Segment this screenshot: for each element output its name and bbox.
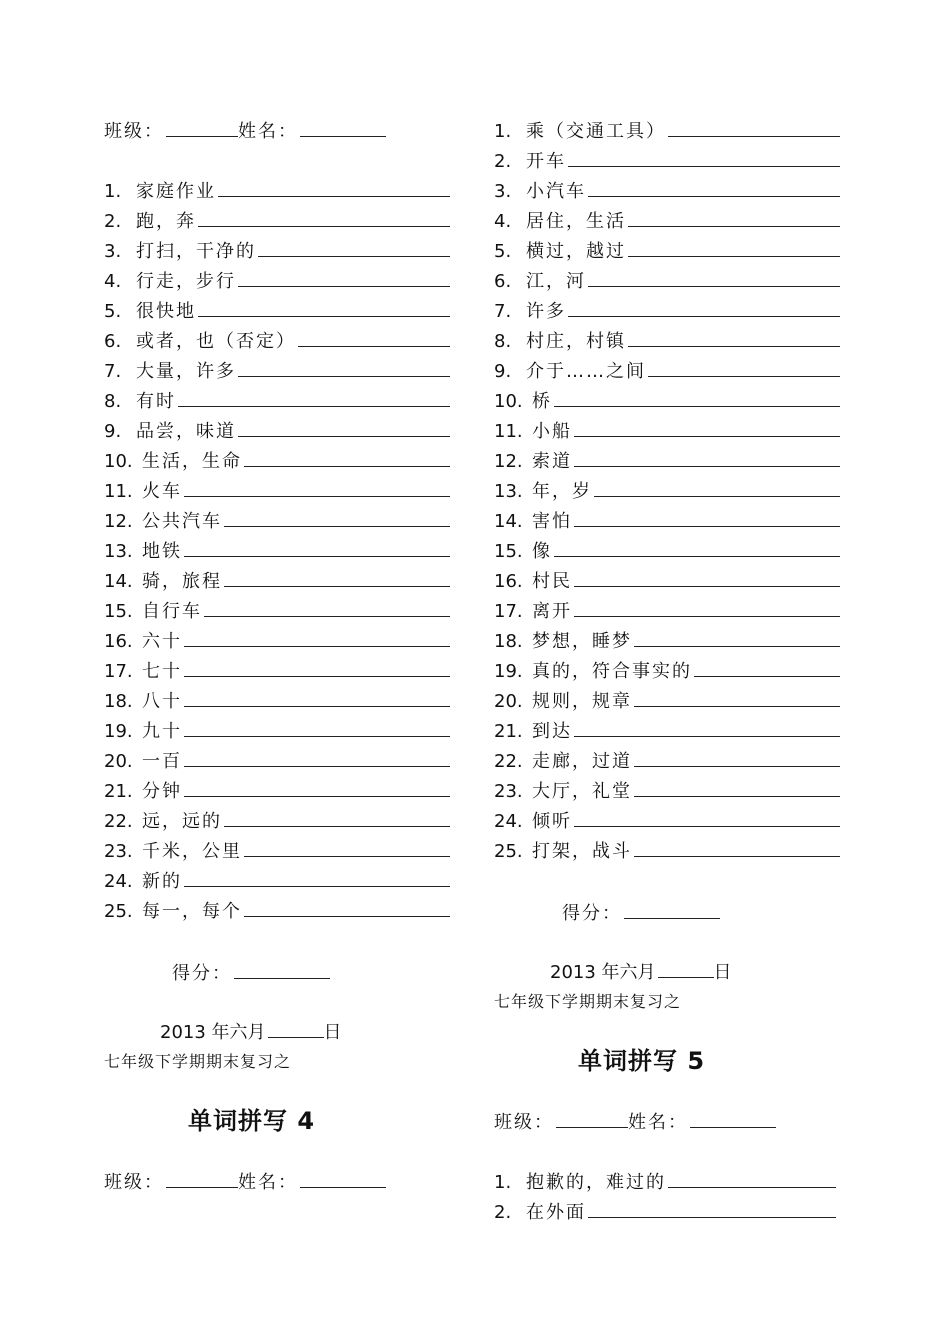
- answer-blank[interactable]: [588, 270, 840, 287]
- list-item: [104, 660, 450, 683]
- list-item: [494, 300, 840, 323]
- item-number: 24.: [104, 871, 133, 892]
- item-text: 索道: [532, 451, 572, 472]
- answer-blank[interactable]: [574, 600, 840, 617]
- class-blank[interactable]: [166, 120, 238, 137]
- item-text: 大量，许多: [136, 361, 236, 382]
- item-number: 14.: [104, 571, 133, 592]
- answer-blank[interactable]: [634, 840, 840, 857]
- item-number: 16.: [104, 631, 133, 652]
- item-number: 24.: [494, 811, 523, 832]
- item-number: 15.: [494, 541, 523, 562]
- date-day-label: 日: [713, 962, 732, 983]
- list-item: [494, 840, 840, 863]
- item-number: 20.: [104, 751, 133, 772]
- answer-blank[interactable]: [184, 750, 450, 767]
- item-text: 介于……之间: [526, 361, 646, 382]
- item-number: 18.: [494, 631, 523, 652]
- worksheet-title: 单词拼写 5: [578, 1047, 706, 1075]
- list-item: [494, 630, 840, 653]
- answer-blank[interactable]: [184, 780, 450, 797]
- list-item: [494, 540, 840, 563]
- answer-blank[interactable]: [184, 540, 450, 557]
- item-text: 地铁: [142, 541, 182, 562]
- answer-blank[interactable]: [224, 510, 450, 527]
- class-label: 班级：: [494, 1112, 554, 1133]
- item-text: 火车: [142, 481, 182, 502]
- list-item: [104, 630, 450, 653]
- item-text: 小汽车: [526, 181, 586, 202]
- item-number: 10.: [494, 391, 523, 412]
- item-number: 8.: [104, 391, 122, 412]
- date-year-month: 2013 年六月: [550, 962, 656, 983]
- item-text: 小船: [532, 421, 572, 442]
- item-number: 4.: [104, 271, 122, 292]
- review-label: 七年级下学期期末复习之: [104, 1052, 292, 1071]
- worksheet-title: 单词拼写 4: [188, 1107, 316, 1135]
- answer-blank[interactable]: [574, 810, 840, 827]
- list-item: [104, 780, 450, 803]
- item-text: 新的: [142, 871, 182, 892]
- score-blank[interactable]: [234, 962, 330, 979]
- answer-blank[interactable]: [554, 390, 840, 407]
- item-text: 梦想，睡梦: [532, 631, 632, 652]
- item-text: 品尝，味道: [136, 421, 236, 442]
- score-blank[interactable]: [624, 902, 720, 919]
- list-item: [494, 210, 840, 233]
- answer-blank[interactable]: [574, 450, 840, 467]
- list-item: [104, 480, 450, 503]
- list-item: [104, 300, 450, 323]
- item-number: 6.: [104, 331, 122, 352]
- answer-blank[interactable]: [568, 300, 840, 317]
- date-day-blank[interactable]: [658, 961, 714, 978]
- answer-blank[interactable]: [184, 660, 450, 677]
- item-text: 生活，生命: [142, 451, 242, 472]
- answer-blank[interactable]: [244, 450, 450, 467]
- item-number: 11.: [104, 481, 133, 502]
- answer-blank[interactable]: [184, 870, 450, 887]
- item-number: 12.: [494, 451, 523, 472]
- list-item: [104, 180, 450, 203]
- list-item: [494, 660, 840, 683]
- list-item: [494, 330, 840, 353]
- class-blank[interactable]: [166, 1171, 238, 1188]
- list-item: [494, 1171, 836, 1194]
- answer-blank[interactable]: [184, 630, 450, 647]
- item-text: 规则，规章: [532, 691, 632, 712]
- name-label: 姓名：: [238, 1172, 298, 1193]
- answer-blank[interactable]: [648, 360, 840, 377]
- item-text: 离开: [532, 601, 572, 622]
- name-blank[interactable]: [300, 1171, 386, 1188]
- answer-blank[interactable]: [574, 720, 840, 737]
- list-item: [104, 330, 450, 353]
- item-number: 1.: [104, 181, 122, 202]
- list-item: [104, 210, 450, 233]
- answer-blank[interactable]: [198, 300, 450, 317]
- list-item: [494, 510, 840, 533]
- item-number: 20.: [494, 691, 523, 712]
- item-text: 自行车: [142, 601, 202, 622]
- score-line: [172, 962, 330, 985]
- item-number: 13.: [494, 481, 523, 502]
- list-item: [104, 750, 450, 773]
- list-item: [104, 360, 450, 383]
- item-number: 19.: [494, 661, 523, 682]
- item-number: 10.: [104, 451, 133, 472]
- item-number: 5.: [104, 301, 122, 322]
- item-number: 4.: [494, 211, 512, 232]
- date-day-blank[interactable]: [268, 1021, 324, 1038]
- answer-blank[interactable]: [634, 780, 840, 797]
- item-text: 像: [532, 541, 552, 562]
- answer-blank[interactable]: [244, 900, 450, 917]
- list-item: [494, 180, 840, 203]
- item-text: 横过，越过: [526, 241, 626, 262]
- item-text: 居住，生活: [526, 211, 626, 232]
- score-label: 得分：: [562, 903, 622, 924]
- answer-blank[interactable]: [588, 180, 840, 197]
- name-blank[interactable]: [690, 1111, 776, 1128]
- item-number: 22.: [104, 811, 133, 832]
- list-item: [494, 450, 840, 473]
- answer-blank[interactable]: [694, 660, 840, 677]
- list-item: [104, 720, 450, 743]
- list-item: [104, 510, 450, 533]
- answer-blank[interactable]: [568, 150, 840, 167]
- item-text: 或者，也（否定）: [136, 331, 296, 352]
- item-number: 2.: [104, 211, 122, 232]
- list-item: [104, 270, 450, 293]
- item-text: 跑，奔: [136, 211, 196, 232]
- class-label: 班级：: [104, 1172, 164, 1193]
- list-item: [494, 1201, 836, 1224]
- item-text: 七十: [142, 661, 182, 682]
- item-text: 六十: [142, 631, 182, 652]
- class-name-header: [104, 120, 386, 143]
- list-item: [494, 690, 840, 713]
- list-item: [104, 900, 450, 923]
- item-text: 每一，每个: [142, 901, 242, 922]
- item-number: 25.: [104, 901, 133, 922]
- item-text: 一百: [142, 751, 182, 772]
- list-item: [494, 600, 840, 623]
- answer-blank[interactable]: [634, 630, 840, 647]
- list-item: [104, 540, 450, 563]
- item-number: 9.: [494, 361, 512, 382]
- answer-blank[interactable]: [184, 690, 450, 707]
- answer-blank[interactable]: [298, 330, 450, 347]
- item-number: 11.: [494, 421, 523, 442]
- answer-blank[interactable]: [634, 690, 840, 707]
- item-text: 有时: [136, 391, 176, 412]
- item-text: 到达: [532, 721, 572, 742]
- list-item: [104, 690, 450, 713]
- list-item: [494, 360, 840, 383]
- class-label: 班级：: [104, 121, 164, 142]
- answer-blank[interactable]: [668, 1171, 836, 1188]
- answer-blank[interactable]: [184, 480, 450, 497]
- answer-blank[interactable]: [668, 120, 840, 137]
- item-number: 25.: [494, 841, 523, 862]
- item-text: 村民: [532, 571, 572, 592]
- item-number: 17.: [494, 601, 523, 622]
- item-number: 7.: [494, 301, 512, 322]
- name-label: 姓名：: [238, 121, 298, 142]
- item-text: 九十: [142, 721, 182, 742]
- date-year-month: 2013 年六月: [160, 1022, 266, 1043]
- item-text: 远，远的: [142, 811, 222, 832]
- name-label: 姓名：: [628, 1112, 688, 1133]
- item-text: 抱歉的，难过的: [526, 1172, 666, 1193]
- item-number: 15.: [104, 601, 133, 622]
- item-text: 在外面: [526, 1202, 586, 1223]
- answer-blank[interactable]: [218, 180, 450, 197]
- item-text: 千米，公里: [142, 841, 242, 862]
- list-item: [104, 810, 450, 833]
- item-number: 13.: [104, 541, 133, 562]
- list-item: [494, 780, 840, 803]
- class-name-header: [494, 1111, 776, 1134]
- list-item: [494, 120, 840, 143]
- item-text: 家庭作业: [136, 181, 216, 202]
- item-text: 江，河: [526, 271, 586, 292]
- item-number: 2.: [494, 1202, 512, 1223]
- item-number: 18.: [104, 691, 133, 712]
- list-item: [494, 480, 840, 503]
- item-text: 开车: [526, 151, 566, 172]
- list-item: [494, 420, 840, 443]
- item-text: 害怕: [532, 511, 572, 532]
- item-number: 5.: [494, 241, 512, 262]
- score-label: 得分：: [172, 963, 232, 984]
- answer-blank[interactable]: [594, 480, 840, 497]
- item-number: 23.: [494, 781, 523, 802]
- list-item: [494, 720, 840, 743]
- list-item: [104, 840, 450, 863]
- answer-blank[interactable]: [628, 210, 840, 227]
- list-item: [104, 240, 450, 263]
- date-line: [550, 961, 732, 984]
- answer-blank[interactable]: [244, 840, 450, 857]
- answer-blank[interactable]: [224, 810, 450, 827]
- list-item: [104, 570, 450, 593]
- name-blank[interactable]: [300, 120, 386, 137]
- item-number: 9.: [104, 421, 122, 442]
- answer-blank[interactable]: [574, 420, 840, 437]
- item-number: 1.: [494, 121, 512, 142]
- date-line: [160, 1021, 342, 1044]
- answer-blank[interactable]: [178, 390, 450, 407]
- class-blank[interactable]: [556, 1111, 628, 1128]
- item-text: 真的，符合事实的: [532, 661, 692, 682]
- item-number: 17.: [104, 661, 133, 682]
- item-text: 分钟: [142, 781, 182, 802]
- answer-blank[interactable]: [634, 750, 840, 767]
- item-number: 8.: [494, 331, 512, 352]
- answer-blank[interactable]: [574, 510, 840, 527]
- item-text: 八十: [142, 691, 182, 712]
- list-item: [104, 390, 450, 413]
- item-text: 年，岁: [532, 481, 592, 502]
- date-day-label: 日: [323, 1022, 342, 1043]
- item-text: 很快地: [136, 301, 196, 322]
- list-item: [494, 570, 840, 593]
- item-text: 走廊，过道: [532, 751, 632, 772]
- item-text: 行走，步行: [136, 271, 236, 292]
- answer-blank[interactable]: [574, 570, 840, 587]
- item-number: 6.: [494, 271, 512, 292]
- item-text: 村庄，村镇: [526, 331, 626, 352]
- item-number: 3.: [494, 181, 512, 202]
- item-text: 打扫，干净的: [136, 241, 256, 262]
- item-number: 19.: [104, 721, 133, 742]
- list-item: [104, 600, 450, 623]
- item-text: 打架，战斗: [532, 841, 632, 862]
- item-number: 21.: [104, 781, 133, 802]
- list-item: [494, 750, 840, 773]
- item-number: 21.: [494, 721, 523, 742]
- review-label: 七年级下学期期末复习之: [494, 992, 682, 1011]
- list-item: [104, 450, 450, 473]
- list-item: [494, 240, 840, 263]
- item-text: 乘（交通工具）: [526, 121, 666, 142]
- list-item: [104, 420, 450, 443]
- answer-blank[interactable]: [628, 240, 840, 257]
- answer-blank[interactable]: [588, 1201, 836, 1218]
- answer-blank[interactable]: [554, 540, 840, 557]
- answer-blank[interactable]: [238, 360, 450, 377]
- list-item: [494, 810, 840, 833]
- item-number: 2.: [494, 151, 512, 172]
- item-text: 公共汽车: [142, 511, 222, 532]
- item-text: 倾听: [532, 811, 572, 832]
- list-item: [494, 150, 840, 173]
- item-number: 14.: [494, 511, 523, 532]
- answer-blank[interactable]: [204, 600, 450, 617]
- answer-blank[interactable]: [628, 330, 840, 347]
- item-number: 12.: [104, 511, 133, 532]
- answer-blank[interactable]: [258, 240, 450, 257]
- answer-blank[interactable]: [238, 270, 450, 287]
- list-item: [104, 870, 450, 893]
- item-text: 大厅，礼堂: [532, 781, 632, 802]
- item-text: 许多: [526, 301, 566, 322]
- answer-blank[interactable]: [198, 210, 450, 227]
- item-number: 7.: [104, 361, 122, 382]
- answer-blank[interactable]: [224, 570, 450, 587]
- item-text: 骑，旅程: [142, 571, 222, 592]
- item-number: 23.: [104, 841, 133, 862]
- answer-blank[interactable]: [184, 720, 450, 737]
- score-line: [562, 902, 720, 925]
- item-number: 1.: [494, 1172, 512, 1193]
- item-text: 桥: [532, 391, 552, 412]
- list-item: [494, 390, 840, 413]
- answer-blank[interactable]: [238, 420, 450, 437]
- list-item: [494, 270, 840, 293]
- item-number: 22.: [494, 751, 523, 772]
- item-number: 3.: [104, 241, 122, 262]
- item-number: 16.: [494, 571, 523, 592]
- class-name-header: [104, 1171, 386, 1194]
